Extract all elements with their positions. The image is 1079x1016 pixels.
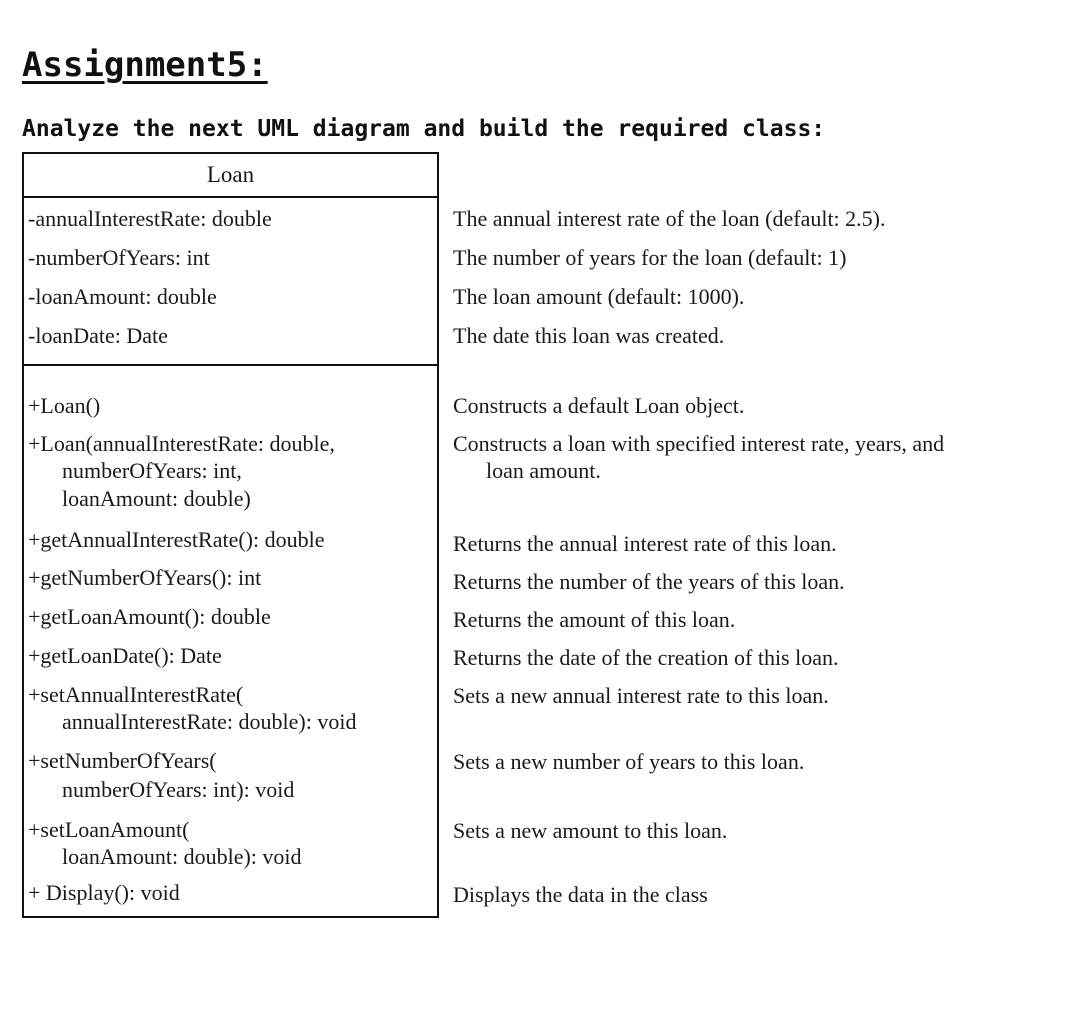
uml-method: +setNumberOfYears( — [28, 748, 217, 773]
uml-method: +setAnnualInterestRate( — [28, 682, 244, 707]
uml-compartment-divider — [24, 364, 437, 366]
uml-method: +getLoanDate(): Date — [28, 643, 222, 668]
uml-attribute: -numberOfYears: int — [28, 245, 210, 270]
method-description: Sets a new amount to this loan. — [453, 818, 728, 843]
method-description: Returns the date of the creation of this loan. — [453, 645, 839, 670]
attribute-description: The loan amount (default: 1000). — [453, 284, 745, 309]
uml-method: +Loan() — [28, 393, 101, 418]
uml-method-continuation: annualInterestRate: double): void — [62, 709, 357, 734]
uml-method-continuation: loanAmount: double): void — [62, 844, 302, 869]
method-description: Displays the data in the class — [453, 882, 708, 907]
uml-method-continuation: loanAmount: double) — [62, 486, 251, 511]
attribute-description: The date this loan was created. — [453, 323, 725, 348]
attribute-description: The number of years for the loan (default: 1) — [453, 245, 847, 270]
uml-method: +Loan(annualInterestRate: double, — [28, 431, 335, 456]
uml-method: +getLoanAmount(): double — [28, 604, 271, 629]
uml-attribute: -loanAmount: double — [28, 284, 217, 309]
method-description-continuation: loan amount. — [486, 458, 601, 483]
method-description: Returns the amount of this loan. — [453, 607, 736, 632]
uml-attribute: -annualInterestRate: double — [28, 206, 272, 231]
method-description: Sets a new annual interest rate to this loan. — [453, 683, 829, 708]
uml-method: + Display(): void — [28, 880, 180, 905]
attribute-description: The annual interest rate of the loan (default: 2.5). — [453, 206, 886, 231]
method-description: Sets a new number of years to this loan. — [453, 749, 805, 774]
uml-method: +setLoanAmount( — [28, 817, 190, 842]
uml-method: +getNumberOfYears(): int — [28, 565, 262, 590]
uml-method-continuation: numberOfYears: int): void — [62, 777, 295, 802]
uml-method-continuation: numberOfYears: int, — [62, 458, 242, 483]
assignment-title: Assignment5: — [22, 45, 268, 85]
uml-class-name: Loan — [24, 154, 437, 198]
method-description: Constructs a default Loan object. — [453, 393, 745, 418]
method-description: Constructs a loan with specified interest rate, years, and — [453, 431, 945, 456]
uml-attribute: -loanDate: Date — [28, 323, 168, 348]
uml-method: +getAnnualInterestRate(): double — [28, 527, 325, 552]
method-description: Returns the number of the years of this loan. — [453, 569, 845, 594]
assignment-instructions: Analyze the next UML diagram and build the required class: — [22, 116, 826, 142]
method-description: Returns the annual interest rate of this loan. — [453, 531, 837, 556]
